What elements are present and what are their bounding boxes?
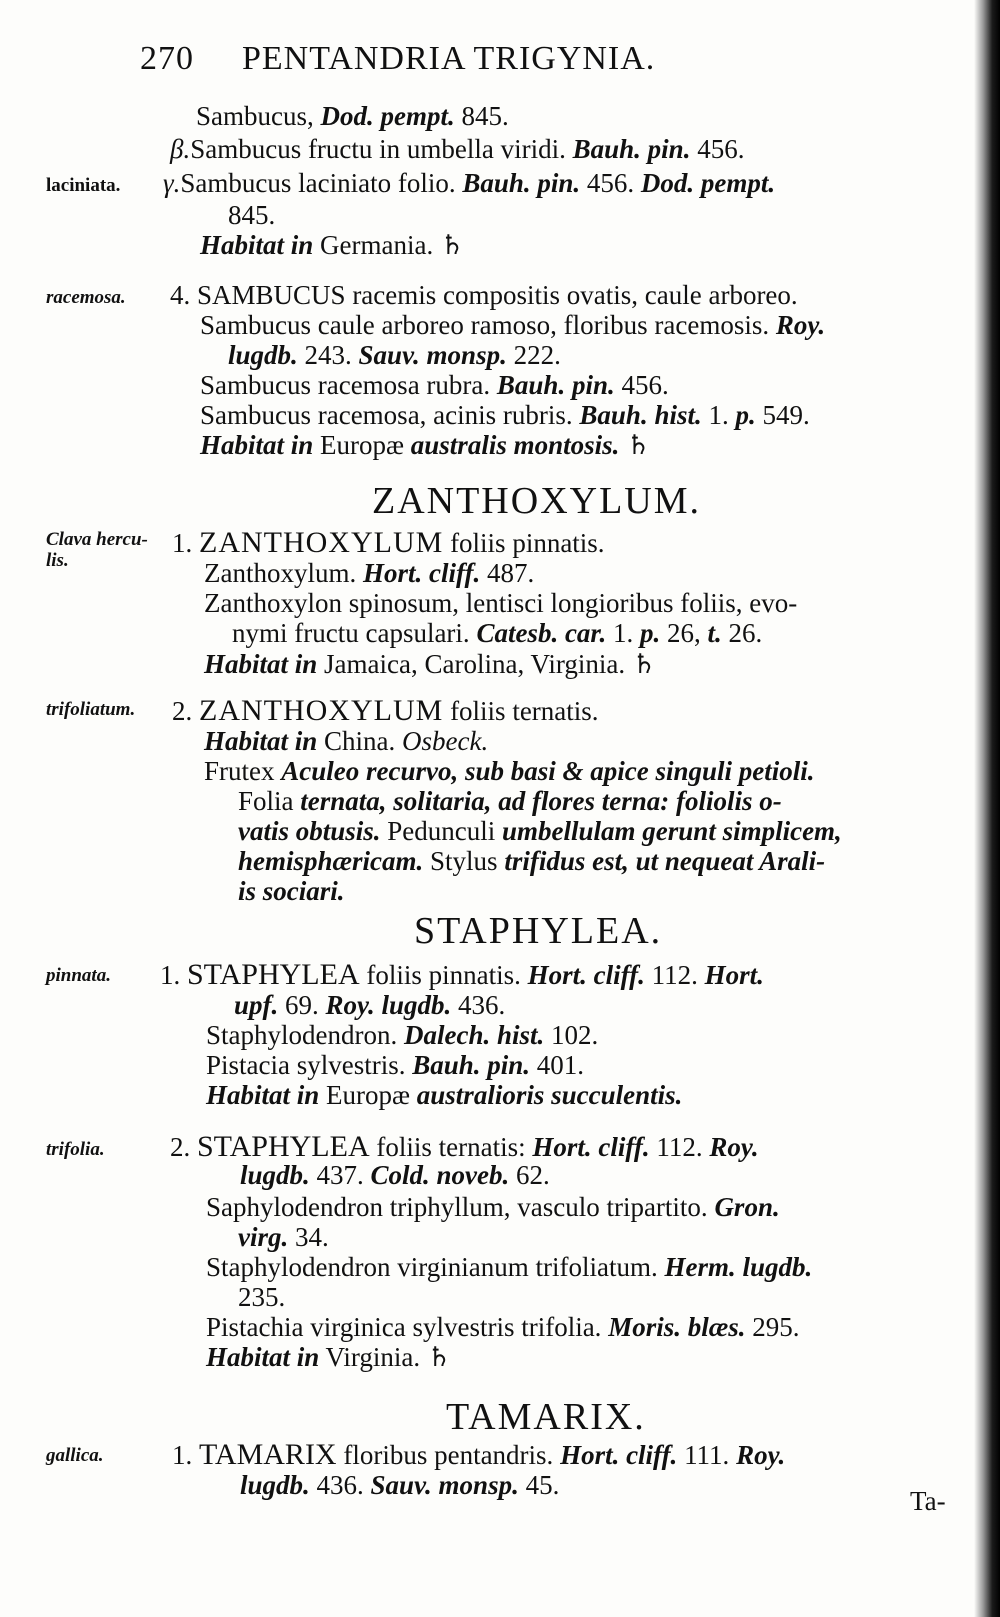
catchword: Ta- (910, 1486, 946, 1516)
synonym-line: Staphylodendron. Dalech. hist. 102. (206, 1020, 599, 1050)
habitat-line: Habitat in Europæ australis montosis. ♄ (200, 430, 651, 460)
synonym-continuation: virg. 34. (238, 1222, 329, 1252)
page-edge-shadow (974, 0, 1000, 1617)
margin-name-racemosa: racemosa. (46, 287, 126, 308)
margin-name-trifoliatum: trifoliatum. (46, 699, 136, 720)
habitat-line: Habitat in Europæ australioris succulentis. (206, 1080, 683, 1110)
species-diagnosis: 2. STAPHYLEA foliis ternatis: Hort. cliff. 112. Roy. (170, 1130, 759, 1163)
synonym-continuation: lugdb. 243. Sauv. monsp. 222. (228, 340, 561, 370)
synonym-continuation: nymi fructu capsulari. Catesb. car. 1. p. 26, t. 26. (232, 618, 763, 648)
habitat-line: Habitat in China. Osbeck. (204, 726, 489, 756)
synonym-line: Pistachia virginica sylvestris trifolia. Moris. blæs. 295. (206, 1312, 800, 1342)
synonym-line: Zanthoxylum. Hort. cliff. 487. (204, 558, 535, 588)
genus-heading-staphylea: STAPHYLEA. (414, 910, 663, 952)
genus-heading-tamarix: TAMARIX. (446, 1396, 646, 1438)
genus-heading-zanthoxylum: ZANTHOXYLUM. (372, 480, 702, 522)
margin-name-trifolia: trifolia. (46, 1139, 105, 1160)
synonym-line: Sambucus caule arboreo ramoso, floribus racemosis. Roy. (200, 310, 826, 340)
synonym-line: Pistacia sylvestris. Bauh. pin. 401. (206, 1050, 585, 1080)
synonym-line: Staphylodendron virginianum trifoliatum. Herm. lugdb. (206, 1252, 813, 1282)
running-head (140, 40, 655, 78)
margin-name-pinnata: pinnata. (46, 965, 111, 986)
page-title: PENTANDRIA TRIGYNIA. (242, 40, 656, 77)
habitat-line: Habitat in Virginia. ♄ (206, 1342, 452, 1372)
species-diagnosis: 1. TAMARIX floribus pentandris. Hort. cliff. 111. Roy. (172, 1438, 786, 1471)
page-number: 270 (140, 40, 194, 77)
habitat-line: Habitat in Germania. ♄ (200, 230, 465, 260)
shrub-symbol-icon: ♄ (631, 649, 657, 679)
diagnosis-continuation: lugdb. 436. Sauv. monsp. 45. (240, 1470, 560, 1500)
synonym-line: Sambucus racemosa, acinis rubris. Bauh. hist. 1. p. 549. (200, 400, 810, 430)
diagnosis-continuation: lugdb. 437. Cold. noveb. 62. (240, 1160, 550, 1190)
variety-gamma-line: γ.Sambucus laciniato folio. Bauh. pin. 456. Dod. pempt. (163, 168, 776, 198)
synonym-line: Sambucus, Dod. pempt. 845. (196, 101, 509, 131)
description-line: vatis obtusis. Pedunculi umbellulam gerunt simplicem, (238, 816, 842, 846)
shrub-symbol-icon: ♄ (439, 230, 465, 260)
species-diagnosis: 1. ZANTHOXYLUM foliis pinnatis. (172, 526, 605, 559)
synonym-line: Zanthoxylon spinosum, lentisci longioribus foliis, evo- (204, 588, 798, 618)
species-diagnosis: 2. ZANTHOXYLUM foliis ternatis. (172, 694, 599, 727)
variety-beta-line: β.Sambucus fructu in umbella viridi. Bauh. pin. 456. (170, 134, 745, 164)
shrub-symbol-icon: ♄ (626, 430, 651, 460)
shrub-symbol-icon: ♄ (426, 1342, 452, 1372)
description-line: hemisphæricam. Stylus trifidus est, ut nequeat Arali- (238, 846, 826, 876)
species-diagnosis: 4. SAMBUCUS racemis compositis ovatis, caule arboreo. (170, 280, 798, 310)
margin-name-laciniata: laciniata. (46, 175, 121, 196)
description-line: Folia ternata, solitaria, ad flores terna: foliolis o- (238, 786, 782, 816)
habitat-line: Habitat in Jamaica, Carolina, Virginia. ♄ (204, 649, 657, 679)
synonym-line: Sambucus racemosa rubra. Bauh. pin. 456. (200, 370, 669, 400)
description-line: Frutex Aculeo recurvo, sub basi & apice singuli petioli. (204, 756, 815, 786)
variety-gamma-continuation: 845. (228, 200, 276, 230)
diagnosis-continuation: upf. 69. Roy. lugdb. 436. (234, 990, 506, 1020)
synonym-line: Saphylodendron triphyllum, vasculo tripartito. Gron. (206, 1192, 780, 1222)
margin-name-gallica: gallica. (46, 1445, 104, 1466)
description-line: is sociari. (238, 876, 345, 906)
synonym-continuation: 235. (238, 1282, 286, 1312)
margin-name-clava-herculis: Clava hercu- lis. (46, 529, 148, 571)
species-diagnosis: 1. STAPHYLEA foliis pinnatis. Hort. cliff. 112. Hort. (160, 958, 764, 991)
